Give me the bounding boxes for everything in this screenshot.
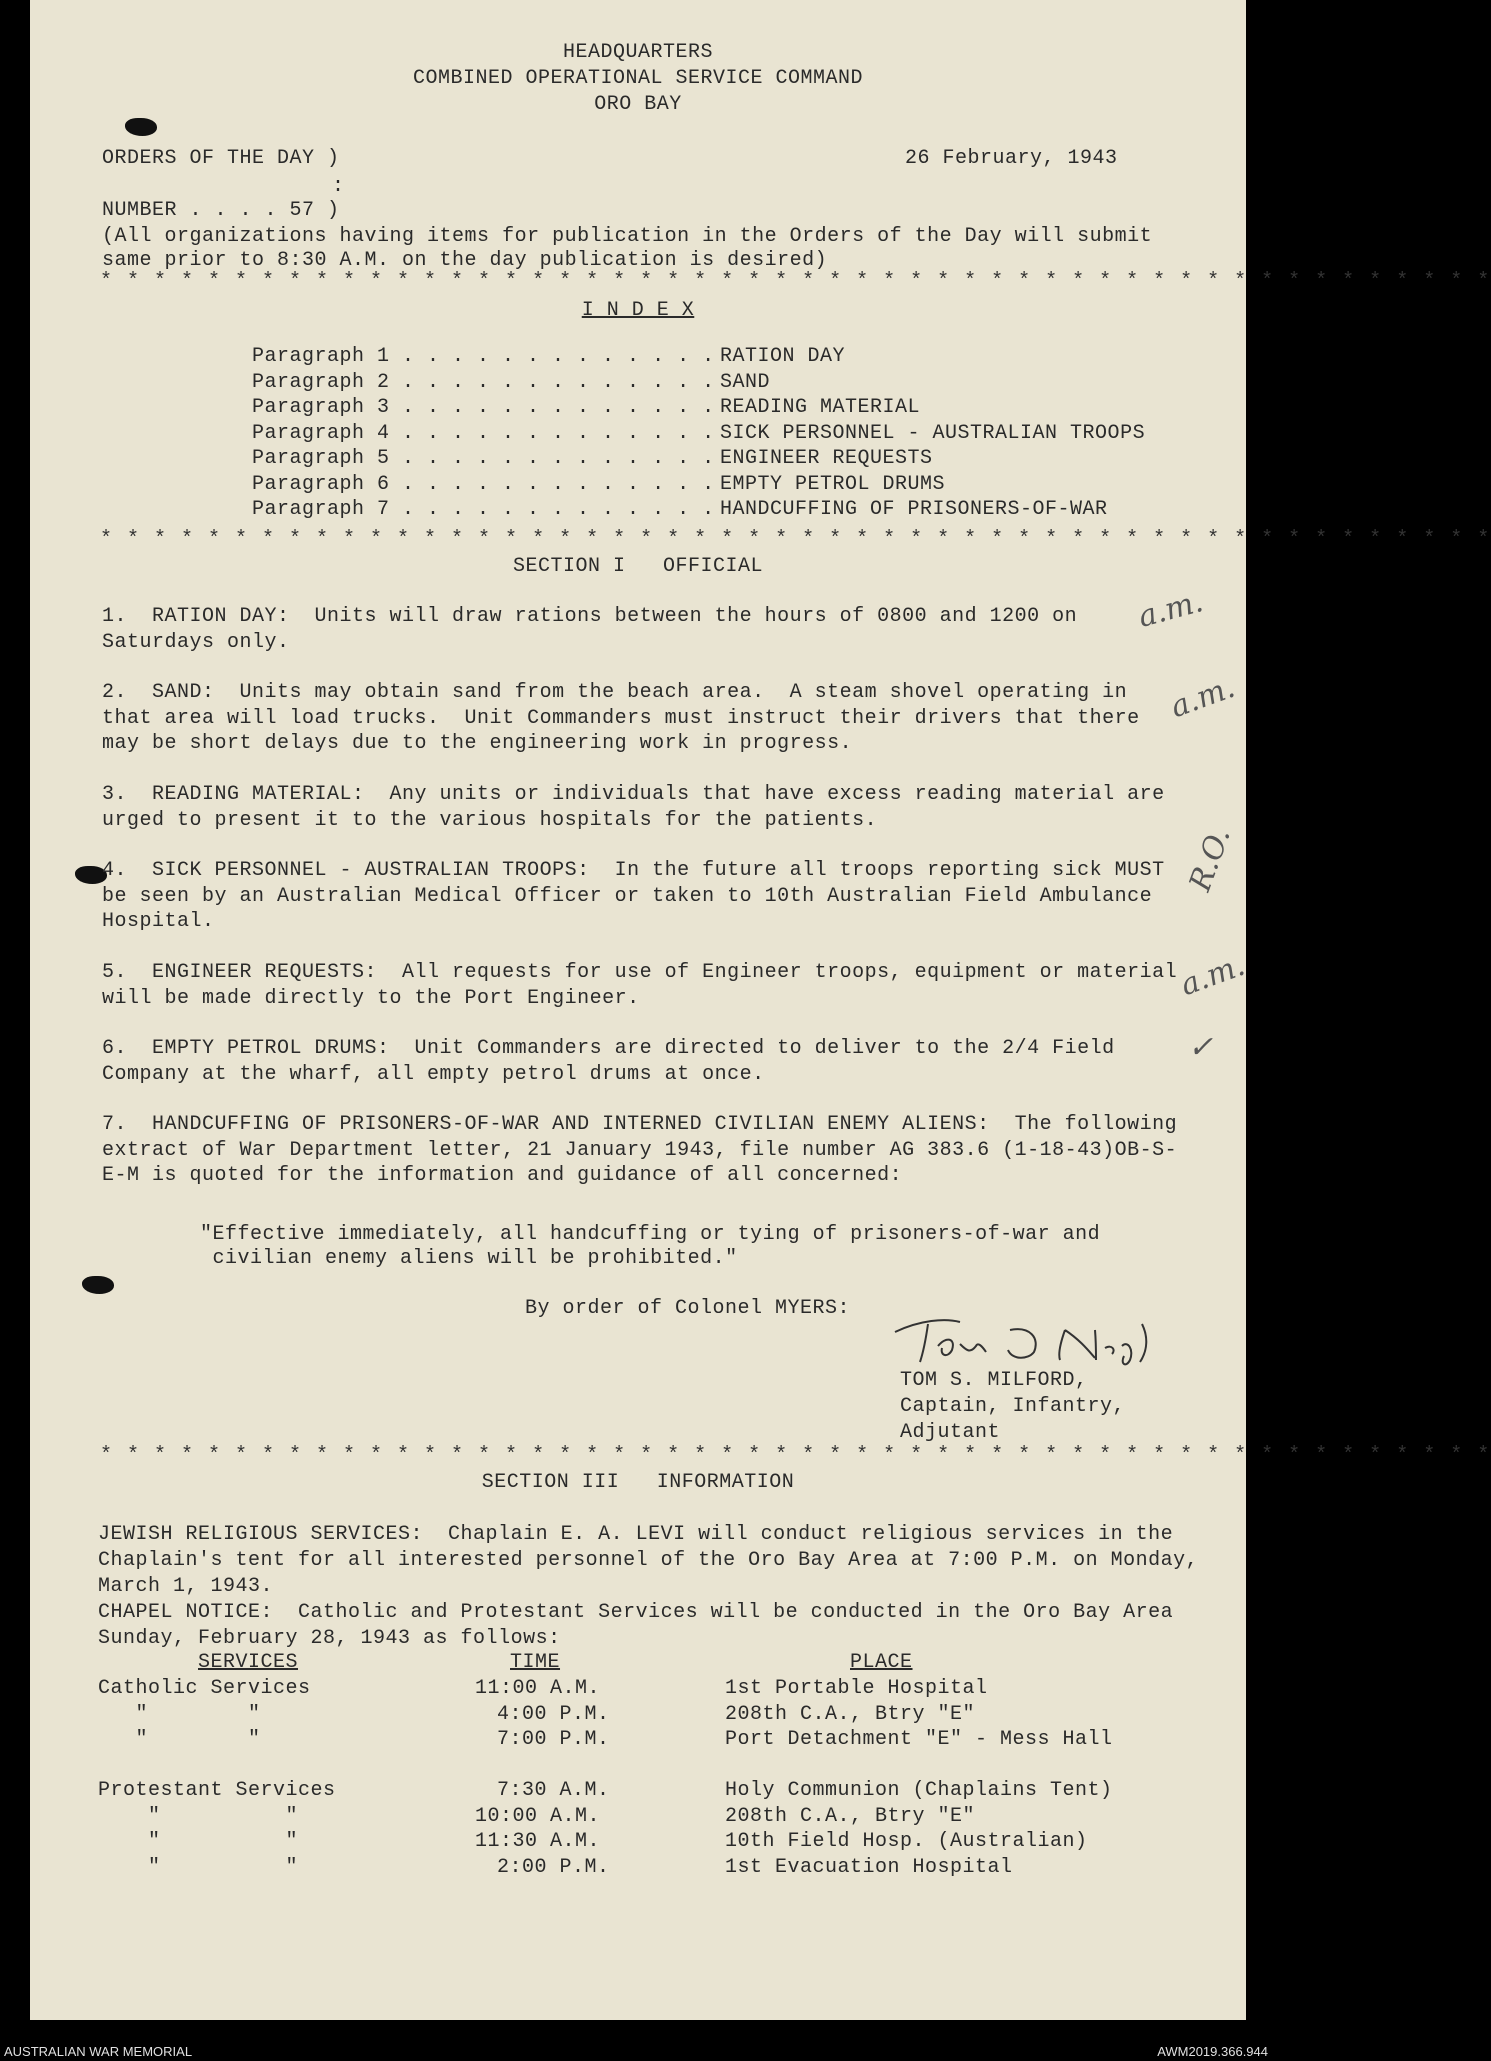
header-command: COMBINED OPERATIONAL SERVICE COMMAND bbox=[412, 67, 864, 90]
orders-label: ORDERS OF THE DAY ) bbox=[102, 147, 340, 170]
paragraph-4-line: 4. SICK PERSONNEL - AUSTRALIAN TROOPS: In the future all troops reporting sick MUST bbox=[102, 859, 1165, 882]
by-order: By order of Colonel MYERS: bbox=[525, 1297, 851, 1320]
table-cell: 10th Field Hosp. (Australian) bbox=[725, 1830, 1088, 1853]
paragraph-2-line: that area will load trucks. Unit Commanders must instruct their drivers that there bbox=[102, 706, 1140, 730]
table-header: PLACE bbox=[850, 1651, 913, 1674]
table-cell: " " bbox=[98, 1804, 299, 1828]
table-cell: 1st Evacuation Hospital bbox=[725, 1855, 1013, 1879]
index-item-title: EMPTY PETROL DRUMS bbox=[720, 472, 946, 496]
orders-date: 26 February, 1943 bbox=[905, 147, 1118, 170]
margin-note: a.m. bbox=[1175, 947, 1250, 1004]
table-cell: " " bbox=[98, 1728, 261, 1751]
table-header: TIME bbox=[510, 1651, 561, 1674]
index-paragraph-ref: Paragraph 4 . . . . . . . . . . . . . bbox=[252, 421, 715, 445]
quote-line-1: "Effective immediately, all handcuffing or tying of prisoners-of-war and bbox=[200, 1223, 1101, 1246]
index-item-title: RATION DAY bbox=[720, 345, 846, 368]
jewish-line-2: Chaplain's tent for all interested personnel of the Oro Bay Area at 7:00 P.M. on Monday, bbox=[98, 1549, 1199, 1572]
paragraph-7-line: 7. HANDCUFFING OF PRISONERS-OF-WAR AND INTERNED CIVILIAN ENEMY ALIENS: The following bbox=[102, 1113, 1178, 1136]
header-hq: HEADQUARTERS bbox=[562, 41, 714, 64]
paragraph-5-line: will be made directly to the Port Engineer. bbox=[102, 986, 640, 1010]
paragraph-4-line: be seen by an Australian Medical Officer or taken to 10th Australian Field Ambulance bbox=[102, 884, 1153, 908]
jewish-line-1: JEWISH RELIGIOUS SERVICES: Chaplain E. A. LEVI will conduct religious services in the bbox=[98, 1523, 1174, 1546]
paragraph-5-line: 5. ENGINEER REQUESTS: All requests for use of Engineer troops, equipment or material bbox=[102, 961, 1178, 984]
table-cell: Holy Communion (Chaplains Tent) bbox=[725, 1779, 1113, 1802]
hole-punch-mark bbox=[82, 1276, 114, 1294]
table-cell: 4:00 P.M. bbox=[497, 1702, 610, 1726]
submit-note-2: same prior to 8:30 A.M. on the day publication is desired) bbox=[102, 249, 828, 272]
margin-note: R.O. bbox=[1182, 823, 1238, 896]
paragraph-3-line: urged to present it to the various hospitals for the patients. bbox=[102, 808, 878, 832]
star-divider: * * * * * * * * * * * * * * * * * * * * * * * * * * * * * * * * * * * * * * * * * * * * * * * * * * * * bbox=[100, 528, 1491, 551]
paragraph-6-line: Company at the wharf, all empty petrol drums at once. bbox=[102, 1062, 765, 1086]
table-cell: 11:30 A.M. bbox=[475, 1830, 601, 1853]
paragraph-7-line: extract of War Department letter, 21 January 1943, file number AG 383.6 (1-18-43)OB-S- bbox=[102, 1138, 1178, 1162]
table-cell: 7:00 P.M. bbox=[497, 1728, 610, 1751]
chapel-line-2: Sunday, February 28, 1943 as follows: bbox=[98, 1627, 561, 1650]
table-cell: " " bbox=[98, 1855, 299, 1879]
orders-colon: : bbox=[332, 175, 345, 198]
chapel-line-1: CHAPEL NOTICE: Catholic and Protestant Services will be conducted in the Oro Bay Area bbox=[98, 1601, 1174, 1624]
index-item-title: READING MATERIAL bbox=[720, 396, 921, 419]
orders-number: NUMBER . . . . 57 ) bbox=[102, 199, 340, 222]
table-cell: " " bbox=[98, 1702, 261, 1726]
margin-note: a.m. bbox=[1134, 584, 1207, 635]
paragraph-2-line: 2. SAND: Units may obtain sand from the beach area. A steam shovel operating in bbox=[102, 681, 1128, 704]
star-divider: * * * * * * * * * * * * * * * * * * * * * * * * * * * * * * * * * * * * * * * * * * * * * * * * * * * * bbox=[100, 270, 1491, 293]
jewish-line-3: March 1, 1943. bbox=[98, 1575, 274, 1598]
signature-name: TOM S. MILFORD, bbox=[900, 1369, 1088, 1392]
submit-note-1: (All organizations having items for publication in the Orders of the Day will submit bbox=[102, 225, 1153, 248]
signature-rank: Captain, Infantry, bbox=[900, 1395, 1126, 1418]
paragraph-1-line: Saturdays only. bbox=[102, 630, 290, 654]
section-1-title: SECTION I OFFICIAL bbox=[512, 555, 764, 578]
quote-line-2: civilian enemy aliens will be prohibited." bbox=[200, 1247, 738, 1270]
table-cell: Port Detachment "E" - Mess Hall bbox=[725, 1728, 1113, 1751]
paragraph-6-line: 6. EMPTY PETROL DRUMS: Unit Commanders are directed to deliver to the 2/4 Field bbox=[102, 1037, 1115, 1060]
header-location: ORO BAY bbox=[594, 93, 682, 116]
table-cell: 1st Portable Hospital bbox=[725, 1677, 988, 1700]
table-cell: 2:00 P.M. bbox=[497, 1855, 610, 1879]
margin-check: ✓ bbox=[1188, 1030, 1214, 1065]
index-paragraph-ref: Paragraph 6 . . . . . . . . . . . . . bbox=[252, 472, 715, 496]
table-cell: 208th C.A., Btry "E" bbox=[725, 1804, 976, 1828]
index-paragraph-ref: Paragraph 1 . . . . . . . . . . . . . bbox=[252, 345, 715, 368]
paragraph-7-line: E-M is quoted for the information and guidance of all concerned: bbox=[102, 1164, 903, 1187]
index-paragraph-ref: Paragraph 7 . . . . . . . . . . . . . bbox=[252, 498, 715, 521]
index-paragraph-ref: Paragraph 2 . . . . . . . . . . . . . bbox=[252, 370, 715, 394]
paragraph-1-line: 1. RATION DAY: Units will draw rations between the hours of 0800 and 1200 on bbox=[102, 605, 1078, 628]
index-item-title: HANDCUFFING OF PRISONERS-OF-WAR bbox=[720, 498, 1108, 521]
table-cell: Protestant Services bbox=[98, 1779, 336, 1802]
footer-credit: AUSTRALIAN WAR MEMORIAL bbox=[4, 2044, 193, 2059]
index-paragraph-ref: Paragraph 5 . . . . . . . . . . . . . bbox=[252, 447, 715, 470]
paragraph-3-line: 3. READING MATERIAL: Any units or individuals that have excess reading material are bbox=[102, 783, 1165, 806]
table-cell: 10:00 A.M. bbox=[475, 1804, 601, 1828]
index-item-title: SAND bbox=[720, 370, 771, 394]
table-cell: 208th C.A., Btry "E" bbox=[725, 1702, 976, 1726]
section-3-title: SECTION III INFORMATION bbox=[481, 1471, 795, 1494]
footer-accession: AWM2019.366.944 bbox=[1157, 2044, 1268, 2059]
table-cell: 7:30 A.M. bbox=[497, 1779, 610, 1802]
index-item-title: ENGINEER REQUESTS bbox=[720, 447, 933, 470]
star-divider: * * * * * * * * * * * * * * * * * * * * * * * * * * * * * * * * * * * * * * * * * * * * * * * * * * * * bbox=[100, 1444, 1491, 1467]
index-paragraph-ref: Paragraph 3 . . . . . . . . . . . . . bbox=[252, 396, 715, 419]
index-title: I N D E X bbox=[581, 299, 695, 322]
index-item-title: SICK PERSONNEL - AUSTRALIAN TROOPS bbox=[720, 421, 1146, 445]
handwritten-signature bbox=[890, 1310, 1160, 1370]
hole-punch-mark bbox=[125, 118, 157, 136]
table-cell: " " bbox=[98, 1830, 299, 1853]
table-cell: 11:00 A.M. bbox=[475, 1677, 601, 1700]
signature-title: Adjutant bbox=[900, 1421, 1001, 1444]
paragraph-2-line: may be short delays due to the engineering work in progress. bbox=[102, 732, 853, 755]
document-page bbox=[30, 0, 1491, 2020]
table-header: SERVICES bbox=[198, 1651, 299, 1674]
margin-note: a.m. bbox=[1165, 669, 1240, 726]
paragraph-4-line: Hospital. bbox=[102, 910, 215, 933]
table-cell: Catholic Services bbox=[98, 1677, 311, 1700]
